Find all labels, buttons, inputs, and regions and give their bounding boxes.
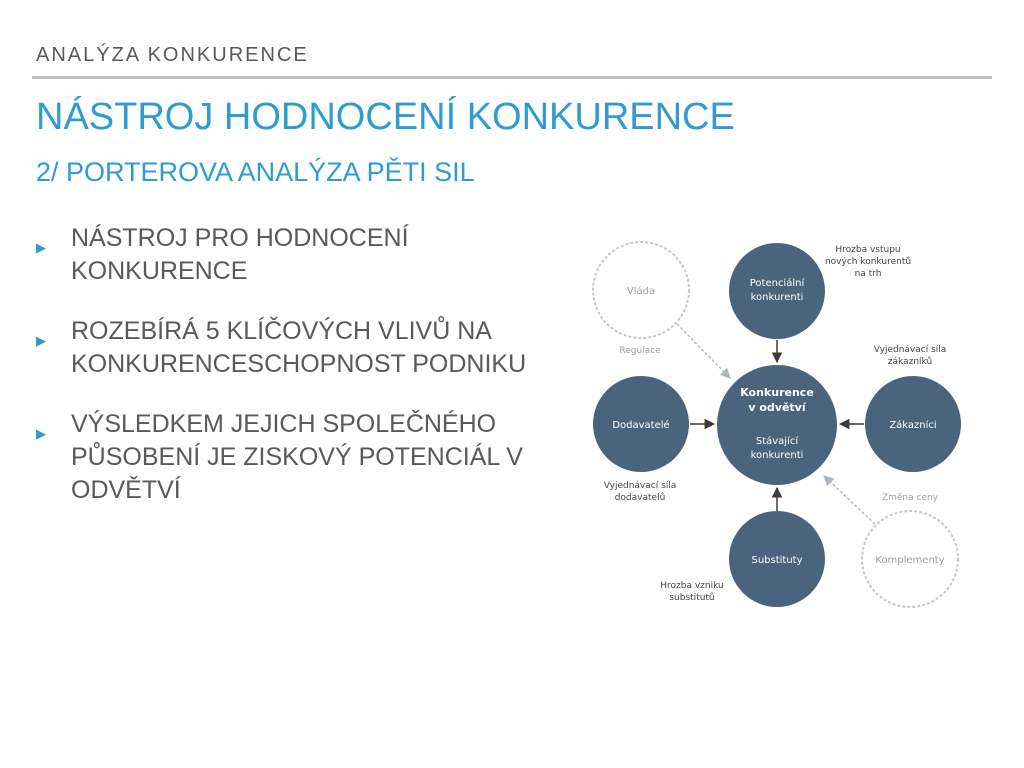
header-divider [32, 76, 992, 79]
bullet-text: NÁSTROJ PRO HODNOCENÍ KONKURENCE [71, 224, 409, 285]
supplier-power-label: Vyjednávací síla [603, 481, 677, 491]
potential-competitors-circle [729, 243, 825, 339]
slide-title: NÁSTROJ HODNOCENÍ KONKURENCE [36, 96, 735, 138]
buyer-power-label: Vyjednávací síla [873, 345, 947, 355]
entry-threat-label: na trh [854, 269, 882, 279]
potential-competitors-label: Potenciální [749, 278, 805, 289]
bullet-text: VÝSLEDKEM JEJICH SPOLEČNÉHO PŮSOBENÍ JE ZISKOVÝ POTENCIÁL V ODVĚTVÍ [71, 410, 523, 504]
entry-threat-label: Hrozba vstupu [835, 245, 901, 255]
bullet-text: ROZEBÍRÁ 5 KLÍČOVÝCH VLIVŮ NA KONKURENCESCHOPNOST PODNIKU [71, 317, 527, 378]
supplier-power-label: dodavatelů [614, 493, 666, 503]
bullet-item [36, 315, 556, 381]
header-label: ANALÝZA KONKURENCE [36, 44, 309, 66]
potential-competitors-label: konkurenti [750, 292, 804, 303]
suppliers-label: Dodavatelé [612, 420, 670, 431]
triangle-bullet-icon: ▶ [36, 240, 46, 255]
industry-rivalry-title: v odvětví [748, 401, 806, 414]
bullet-item [36, 222, 556, 288]
triangle-bullet-icon: ▶ [36, 426, 46, 441]
government-label: Vláda [626, 286, 656, 297]
price-change-label: Změna ceny [881, 493, 939, 503]
bullet-item [36, 408, 556, 507]
five-forces-diagram [580, 232, 980, 612]
industry-rivalry-circle [717, 365, 837, 485]
regulation-arrow [677, 324, 730, 378]
customers-label: Zákazníci [889, 420, 937, 431]
regulation-label: Regulace [619, 346, 661, 356]
slide-subtitle: 2/ PORTEROVA ANALÝZA PĚTI SIL [36, 157, 475, 187]
substitute-threat-label: Hrozba vzniku [660, 581, 724, 591]
price-change-arrow [824, 476, 875, 524]
triangle-bullet-icon: ▶ [36, 333, 46, 348]
bullet-list [36, 222, 556, 534]
substitutes-label: Substituty [751, 555, 803, 566]
substitute-threat-label: substitutů [669, 593, 715, 603]
existing-competitors-label: konkurenti [750, 450, 804, 461]
existing-competitors-label: Stávající [755, 436, 799, 447]
entry-threat-label: nových konkurentů [824, 257, 912, 267]
buyer-power-label: zákazníků [887, 357, 933, 367]
complements-label: Komplementy [875, 555, 945, 566]
industry-rivalry-title: Konkurence [740, 386, 814, 399]
